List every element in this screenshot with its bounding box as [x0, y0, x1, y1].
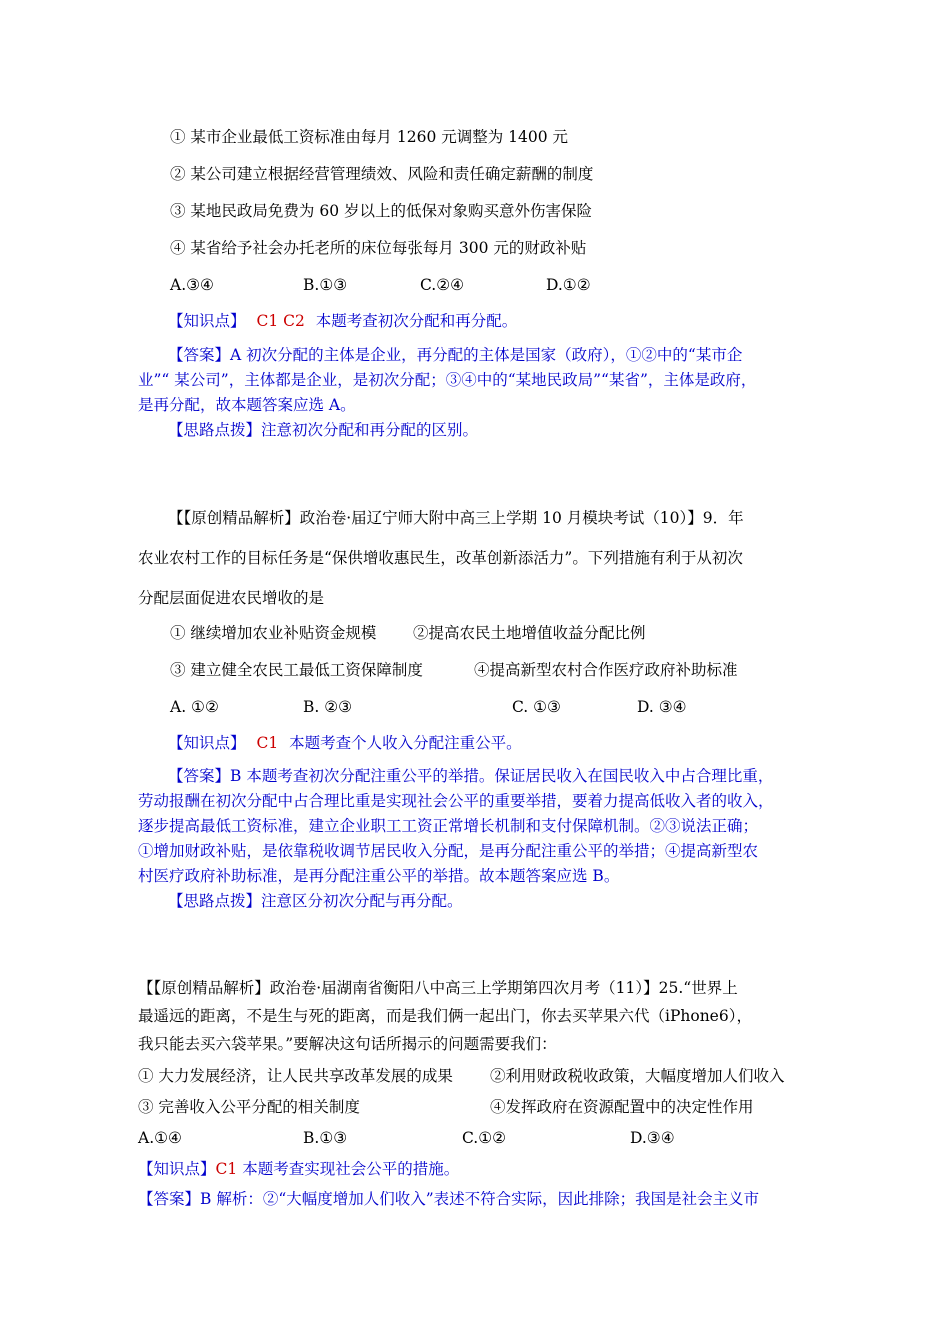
knowledge-tag: 【知识点】: [168, 734, 246, 752]
knowledge-text: 本题考查初次分配和再分配。: [315, 312, 518, 330]
q1-answer-line-3: 是再分配，故本题答案应选 A。: [138, 396, 356, 414]
q3-item-1: ① 大力发展经济，让人民共享改革发展的成果: [138, 1067, 453, 1085]
q1-knowledge: [168, 311, 517, 331]
q1-item-2: ② 某公司建立根据经营管理绩效、风险和责任确定薪酬的制度: [170, 165, 594, 183]
answer-tag: 【答案】: [168, 346, 231, 364]
q1-option-c: C.②④: [420, 276, 465, 294]
q3-stem-line-1: 【【原创精品解析】政治卷·届湖南省衡阳八中高三上学期第四次月考（11）】25.“世界上: [138, 979, 738, 997]
q1-item-4: ④ 某省给予社会办托老所的床位每张每月 300 元的财政补贴: [170, 239, 587, 257]
q1-option-a: A.③④: [170, 276, 214, 294]
q3-item-4: ④发挥政府在资源配置中的决定性作用: [490, 1098, 754, 1116]
knowledge-tag: 【知识点】: [138, 1160, 216, 1178]
answer-text: A 初次分配的主体是企业，再分配的主体是国家（政府），①②中的“某市企: [230, 346, 743, 364]
q2-answer-line-5: 村医疗政府补助标准，是再分配注重公平的举措。故本题答案应选 B。: [138, 867, 620, 885]
q2-option-c: C. ①③: [512, 698, 561, 716]
q3-option-d: D.③④: [630, 1129, 675, 1147]
q2-item-1: ① 继续增加农业补贴资金规模: [170, 624, 377, 642]
q2-option-b: B. ②③: [303, 698, 353, 716]
q2-item-3: ③ 建立健全农民工最低工资保障制度: [170, 661, 423, 679]
knowledge-text: 本题考查实现社会公平的措施。: [242, 1160, 460, 1178]
q2-hint: [168, 891, 463, 911]
answer-tag: 【答案】: [168, 767, 231, 785]
q2-item-2: ②提高农民土地增值收益分配比例: [413, 624, 646, 642]
answer-text: B 解析：②“大幅度增加人们收入”表述不符合实际，因此排除；我国是社会主义市: [200, 1190, 760, 1208]
q2-stem-line-1: 【【原创精品解析】政治卷·届辽宁师大附中高三上学期 10 月模块考试（10）】9．年: [168, 509, 744, 527]
hint-text: 注意初次分配和再分配的区别。: [261, 421, 479, 439]
q3-item-2: ②利用财政税收政策，大幅度增加人们收入: [490, 1067, 785, 1085]
q2-option-a: A. ①②: [170, 698, 219, 716]
q3-option-c: C.①②: [462, 1129, 507, 1147]
q1-option-d: D.①②: [546, 276, 591, 294]
knowledge-code: C1: [215, 1160, 238, 1178]
q1-answer-line-2: 业”“ 某公司”，主体都是企业，是初次分配；③④中的“某地民政局”“某省”，主体是政府，: [138, 371, 757, 389]
q1-item-3: ③ 某地民政局免费为 60 岁以上的低保对象购买意外伤害保险: [170, 202, 593, 220]
q3-option-b: B.①③: [303, 1129, 348, 1147]
hint-tag: 【思路点拨】: [168, 892, 262, 910]
q2-option-d: D. ③④: [637, 698, 687, 716]
knowledge-text: 本题考查个人收入分配注重公平。: [289, 734, 522, 752]
q1-hint: [168, 420, 478, 440]
q2-stem-line-2: 农业农村工作的目标任务是“保供增收惠民生，改革创新添活力”。下列措施有利于从初次: [138, 549, 743, 567]
q2-answer-line-1: [168, 766, 773, 786]
q2-answer-line-3: 逐步提高最低工资标准，建立企业职工工资正常增长机制和支付保障机制。②③说法正确；: [138, 817, 759, 835]
q1-option-b: B.①③: [303, 276, 348, 294]
knowledge-code: C1: [256, 734, 279, 752]
q2-item-4: ④提高新型农村合作医疗政府补助标准: [474, 661, 738, 679]
q3-option-a: A.①④: [138, 1129, 182, 1147]
q2-knowledge: [168, 733, 522, 753]
q3-answer: [138, 1189, 759, 1209]
answer-text: B 本题考查初次分配注重公平的举措。保证居民收入在国民收入中占合理比重，: [230, 767, 774, 785]
q3-stem-line-2: 最遥远的距离，不是生与死的距离，而是我们俩一起出门，你去买苹果六代（iPhone6），: [138, 1007, 752, 1025]
q3-knowledge: [138, 1159, 459, 1179]
hint-tag: 【思路点拨】: [168, 421, 262, 439]
q3-stem-line-3: 我只能去买六袋苹果。”要解决这句话所揭示的问题需要我们：: [138, 1035, 557, 1053]
knowledge-code: C1 C2: [256, 312, 305, 330]
knowledge-tag: 【知识点】: [168, 312, 246, 330]
q1-answer-line-1: [168, 345, 742, 365]
q1-item-1: ① 某市企业最低工资标准由每月 1260 元调整为 1400 元: [170, 128, 569, 146]
q2-answer-line-4: ①增加财政补贴，是依靠税收调节居民收入分配，是再分配注重公平的举措；④提高新型农: [138, 842, 759, 860]
hint-text: 注意区分初次分配与再分配。: [261, 892, 463, 910]
q2-stem-line-3: 分配层面促进农民增收的是: [138, 589, 325, 607]
q3-item-3: ③ 完善收入公平分配的相关制度: [138, 1098, 360, 1116]
answer-tag: 【答案】: [138, 1190, 201, 1208]
q2-answer-line-2: 劳动报酬在初次分配中占合理比重是实现社会公平的重要举措，要着力提高低收入者的收入，: [138, 792, 774, 810]
